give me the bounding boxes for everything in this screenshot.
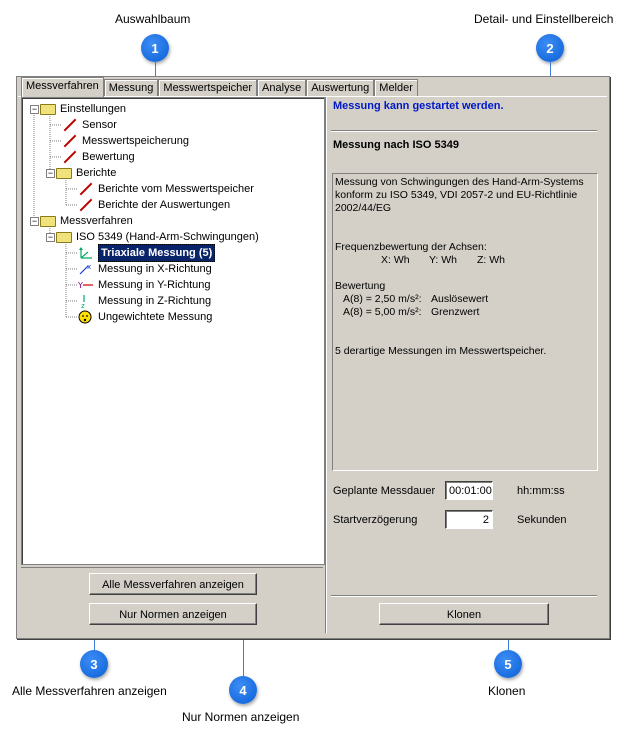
expander-einstellungen[interactable]: − <box>31 104 38 114</box>
expander-berichte[interactable]: − <box>47 168 54 178</box>
tree-item-messverfahren[interactable]: Messverfahren <box>40 213 133 229</box>
tree-item-einstellungen[interactable]: Einstellungen <box>40 101 126 117</box>
description-box <box>332 173 598 471</box>
clone-button[interactable]: Klonen <box>379 603 549 625</box>
status-text: Messung kann gestartet werden. <box>333 100 504 112</box>
folder-icon <box>40 102 56 116</box>
procedure-title: Messung nach ISO 5349 <box>333 139 459 151</box>
tab-melder[interactable]: Melder <box>374 79 418 97</box>
selection-tree[interactable] <box>21 97 325 565</box>
planned-duration-input[interactable]: 00:01:00 <box>445 481 493 500</box>
callout-alle-label: Alle Messverfahren anzeigen <box>12 684 167 698</box>
folder-icon <box>40 214 56 228</box>
pencil-icon <box>62 134 78 148</box>
stored-measurements-count: 5 derartige Messungen im Messwertspeicher. <box>335 345 547 357</box>
tree-item-berichte[interactable]: Berichte <box>56 165 116 181</box>
start-delay-input[interactable]: 2 <box>445 510 493 529</box>
show-norms-only-button[interactable]: Nur Normen anzeigen <box>89 603 257 625</box>
pencil-icon <box>78 198 94 212</box>
callout-badge-1: 1 <box>141 34 169 62</box>
expander-messverfahren[interactable]: − <box>31 216 38 226</box>
tree-item-iso-5349[interactable]: ISO 5349 (Hand-Arm-Schwingungen) <box>56 229 259 245</box>
callout-normen-label: Nur Normen anzeigen <box>182 710 300 724</box>
callout-badge-2: 2 <box>536 34 564 62</box>
z-axis-icon <box>78 294 94 308</box>
tree-item-triaxial[interactable]: Triaxiale Messung (5) <box>78 245 215 261</box>
separator <box>331 595 597 597</box>
bewertung-label-2: Grenzwert <box>431 306 480 318</box>
tree-item-berichte-auswertungen[interactable]: Berichte der Auswertungen <box>78 197 230 213</box>
tab-messung[interactable]: Messung <box>104 79 159 97</box>
tree-item-messwertspeicherung[interactable]: Messwertspeicherung <box>62 133 189 149</box>
description-line: Messung von Schwingungen des Hand-Arm-Systems <box>335 176 584 188</box>
folder-icon <box>56 166 72 180</box>
tree-item-z-richtung[interactable]: z Messung in Z-Richtung <box>78 293 211 309</box>
y-axis-icon <box>78 278 94 292</box>
separator <box>331 130 597 132</box>
tree-item-sensor[interactable]: Sensor <box>62 117 117 133</box>
bewertung-value-2: A(8) = 5,00 m/s²: <box>343 306 422 318</box>
frequency-z: Z: Wh <box>477 254 505 266</box>
tree-item-berichte-speicher[interactable]: Berichte vom Messwertspeicher <box>78 181 254 197</box>
triaxial-axes-icon <box>78 246 94 260</box>
pane-divider <box>325 97 327 633</box>
callout-klonen-label: Klonen <box>488 684 526 698</box>
tree-item-ungewichtet[interactable]: Ungewichtete Messung <box>78 309 212 325</box>
expander-iso[interactable]: − <box>47 232 54 242</box>
description-line: 2002/44/EG <box>335 202 392 214</box>
callout-detailbereich-label: Detail- und Einstellbereich <box>474 12 614 26</box>
tab-messverfahren[interactable]: Messverfahren <box>21 77 104 97</box>
callout-badge-4: 4 <box>229 676 257 704</box>
svg-text:Y: Y <box>78 281 83 290</box>
bewertung-value-1: A(8) = 2,50 m/s²: <box>343 293 422 305</box>
bewertung-label-1: Auslösewert <box>431 293 489 305</box>
app-window <box>16 76 610 639</box>
callout-badge-3: 3 <box>80 650 108 678</box>
planned-duration-label: Geplante Messdauer <box>333 485 436 497</box>
tree-item-bewertung[interactable]: Bewertung <box>62 149 135 165</box>
planned-duration-unit: hh:mm:ss <box>517 485 565 497</box>
start-delay-label: Startverzögerung <box>333 514 418 526</box>
pencil-icon <box>78 182 94 196</box>
description-line: konform zu ISO 5349, VDI 2057-2 und EU-Richtlinie <box>335 189 578 201</box>
tab-bar <box>21 77 418 96</box>
tab-messwertspeicher[interactable]: Messwertspeicher <box>158 79 257 97</box>
tab-analyse[interactable]: Analyse <box>257 79 306 97</box>
tree-item-y-richtung[interactable]: Y Messung in Y-Richtung <box>78 279 211 291</box>
x-axis-icon <box>78 262 94 276</box>
bewertung-title: Bewertung <box>335 280 386 292</box>
show-all-procedures-button[interactable]: Alle Messverfahren anzeigen <box>89 573 257 595</box>
frequency-weighting-title: Frequenzbewertung der Achsen: <box>335 241 487 253</box>
tab-auswertung[interactable]: Auswertung <box>306 79 374 97</box>
frequency-x: X: Wh <box>381 254 410 266</box>
start-delay-unit: Sekunden <box>517 514 567 526</box>
svg-text:x: x <box>87 263 92 271</box>
callout-auswahlbaum-label: Auswahlbaum <box>115 12 191 26</box>
callout-badge-5: 5 <box>494 650 522 678</box>
frequency-y: Y: Wh <box>429 254 458 266</box>
folder-icon <box>56 230 72 244</box>
tree-item-x-richtung[interactable]: x Messung in X-Richtung <box>78 261 212 277</box>
pencil-icon <box>62 118 78 132</box>
smiley-icon <box>78 310 94 324</box>
svg-text:z: z <box>81 302 85 308</box>
pencil-icon <box>62 150 78 164</box>
